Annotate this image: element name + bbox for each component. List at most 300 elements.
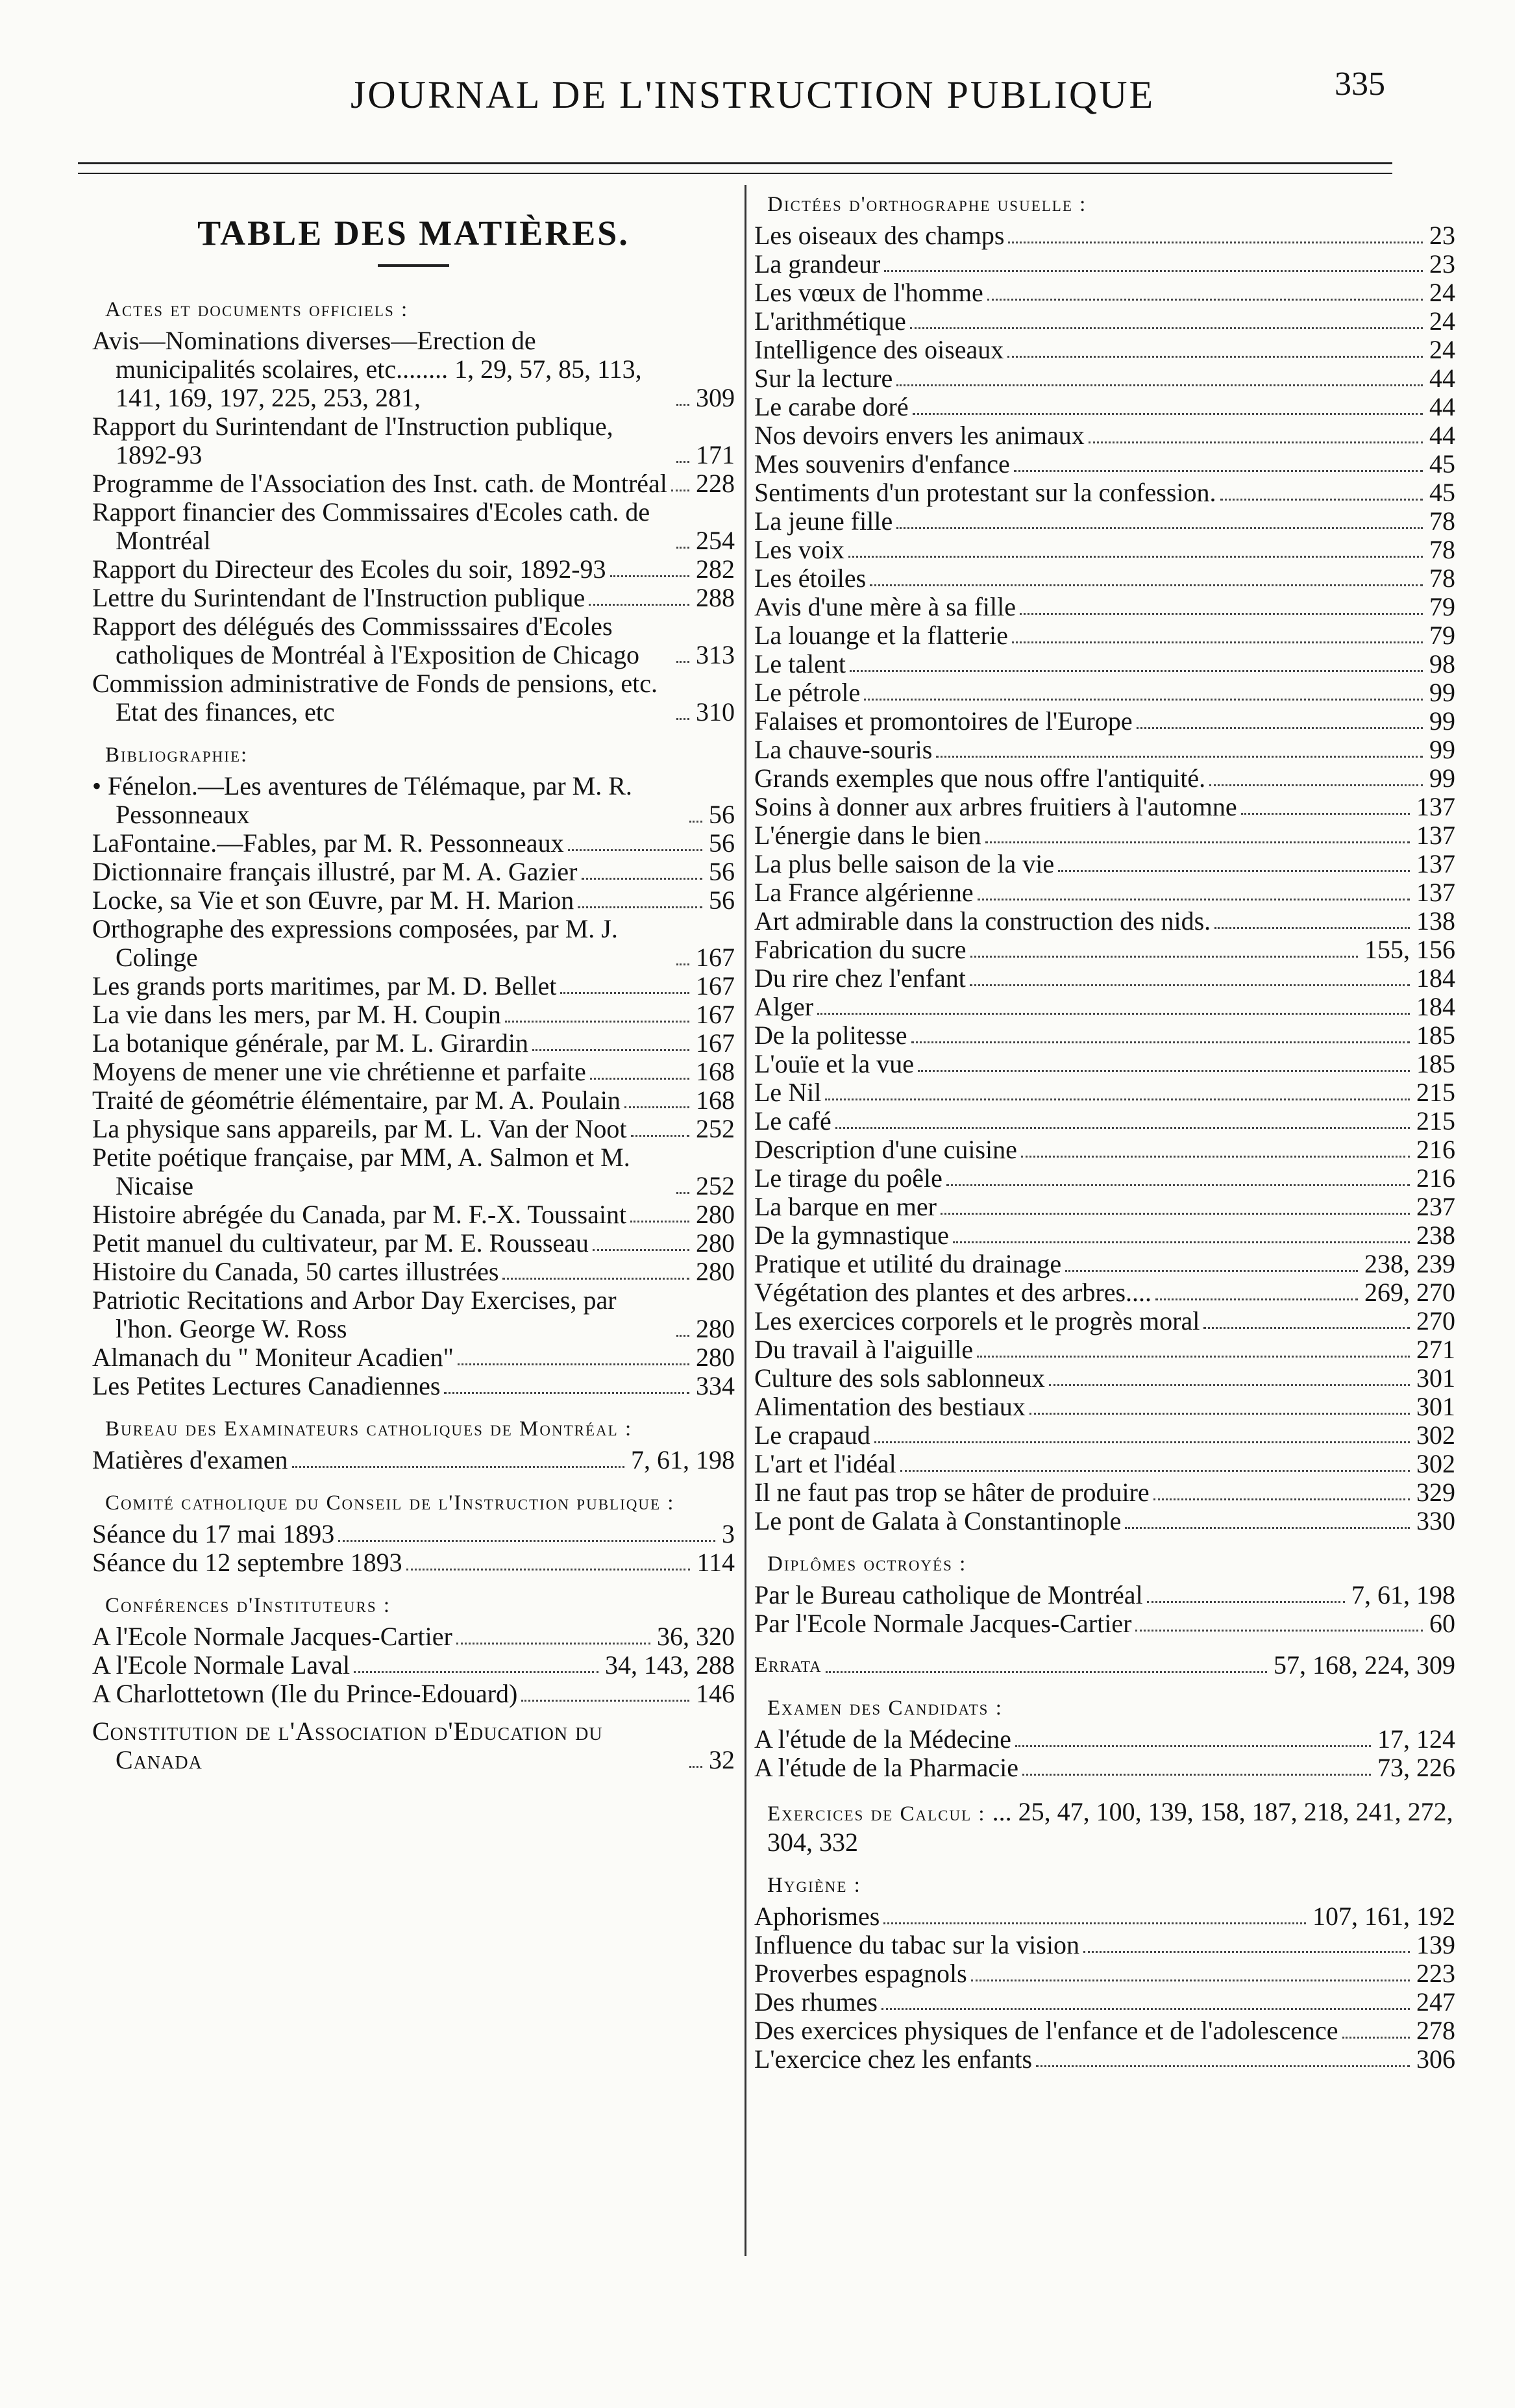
entry-page: 36, 320 — [657, 1622, 735, 1651]
toc-entry — [754, 1931, 1455, 1959]
dot-leader — [1089, 441, 1423, 443]
entry-title: Moyens de mener une vie chrétienne et parfaite — [92, 1057, 586, 1086]
entry-title: Almanach du " Moniteur Acadien" — [92, 1343, 454, 1372]
entry-page: 79 — [1429, 621, 1455, 650]
entry-title: Soins à donner aux arbres fruitiers à l'automne — [754, 792, 1237, 821]
entry-page: 280 — [696, 1343, 735, 1372]
toc-entry — [754, 1902, 1455, 1931]
section-heading-actes: Actes et documents officiels : — [105, 298, 409, 321]
entry-title: La botanique générale, par M. L. Girardin — [92, 1028, 528, 1058]
dot-leader — [953, 1241, 1410, 1243]
toc-entry — [92, 886, 735, 915]
dot-leader — [593, 1249, 689, 1251]
section-conferences — [92, 1622, 735, 1708]
toc-entry — [754, 279, 1455, 307]
dot-leader — [864, 699, 1423, 701]
entry-page: 280 — [696, 1257, 735, 1286]
toc-entry — [754, 307, 1455, 336]
section-comite — [92, 1520, 735, 1577]
entry-title: Falaises et promontoires de l'Europe — [754, 706, 1133, 736]
dot-leader — [689, 1766, 702, 1768]
dot-leader — [338, 1540, 715, 1542]
dot-leader — [977, 1356, 1410, 1358]
entry-page: 56 — [709, 857, 735, 886]
dot-leader — [941, 1213, 1410, 1215]
toc-entry — [754, 1754, 1455, 1782]
toc-entry — [754, 1050, 1455, 1078]
entry-title: Séance du 17 mai 1893 — [92, 1519, 335, 1548]
toc-entry — [92, 1058, 735, 1086]
toc-entry — [92, 772, 735, 829]
toc-entry — [754, 678, 1455, 707]
entry-title: Le crapaud — [754, 1421, 870, 1450]
entry-title: Pratique et utilité du drainage — [754, 1249, 1062, 1278]
entry-title: Mes souvenirs d'enfance — [754, 449, 1010, 478]
dot-leader — [1209, 784, 1423, 786]
entry-page: 310 — [696, 697, 735, 726]
page-number: 335 — [1335, 66, 1385, 103]
entry-title: Art admirable dans la construction des nids. — [754, 906, 1211, 936]
dot-leader — [874, 1441, 1410, 1443]
dot-leader — [884, 270, 1423, 272]
dot-leader — [971, 1980, 1410, 1981]
dot-leader — [676, 404, 689, 406]
entry-page: 330 — [1416, 1506, 1455, 1535]
toc-entry — [754, 536, 1455, 564]
dot-leader — [911, 1041, 1410, 1043]
entry-page: 252 — [696, 1114, 735, 1143]
entry-title: Il ne faut pas trop se hâter de produire — [754, 1478, 1150, 1507]
dot-leader — [896, 384, 1423, 386]
section-heading-bibliographie: Bibliographie: — [105, 743, 249, 767]
title-rule — [378, 264, 449, 267]
toc-entry — [754, 221, 1455, 250]
dot-leader — [676, 1335, 689, 1337]
section-bureau — [92, 1446, 735, 1474]
dot-leader — [532, 1049, 689, 1051]
toc-entry — [754, 1988, 1455, 2017]
toc-entry — [754, 507, 1455, 536]
right-column — [754, 185, 1455, 2074]
entry-page: 3 — [722, 1519, 735, 1548]
entry-page: 114 — [696, 1548, 735, 1577]
dot-leader — [835, 1127, 1410, 1129]
entry-title: Du rire chez l'enfant — [754, 963, 966, 993]
toc-entry — [754, 707, 1455, 736]
dot-leader — [630, 1221, 689, 1223]
dot-leader — [985, 841, 1410, 843]
entry-page: 301 — [1416, 1392, 1455, 1421]
dot-leader — [589, 604, 689, 606]
toc-entry — [754, 850, 1455, 878]
entry-page: 167 — [696, 971, 735, 1000]
dot-leader — [1058, 870, 1410, 872]
section-examen — [754, 1725, 1455, 1782]
entry-title: Avis d'une mère à sa fille — [754, 592, 1016, 621]
toc-entry — [92, 584, 735, 612]
dot-leader — [292, 1466, 624, 1468]
dot-leader — [521, 1700, 689, 1702]
entry-title: Proverbes espagnols — [754, 1959, 967, 1988]
dot-leader — [850, 670, 1423, 672]
toc-entry — [754, 964, 1455, 993]
toc-entry — [754, 1164, 1455, 1193]
entry-page: 301 — [1416, 1363, 1455, 1393]
entry-page: 23 — [1429, 249, 1455, 279]
entry-title: Sentiments d'un protestant sur la confession. — [754, 478, 1216, 507]
entry-page: 60 — [1429, 1609, 1455, 1638]
entry-page: 167 — [696, 1028, 735, 1058]
toc-entry — [92, 1115, 735, 1143]
dot-leader — [883, 1922, 1306, 1924]
entry-page: 309 — [696, 383, 735, 412]
entry-page: 306 — [1416, 2044, 1455, 2074]
toc-entry — [754, 1250, 1455, 1278]
entry-page: 34, 143, 288 — [605, 1650, 735, 1680]
dot-leader — [676, 718, 689, 720]
toc-entry — [92, 612, 735, 669]
entry-title: Le Nil — [754, 1078, 822, 1107]
entry-title: De la gymnastique — [754, 1221, 949, 1250]
entry-title: Patriotic Recitations and Arbor Day Exercises, par l'hon. George W. Ross — [92, 1285, 617, 1343]
dot-leader — [1014, 470, 1423, 472]
entry-page: 167 — [696, 1000, 735, 1029]
dot-leader — [1203, 1327, 1410, 1329]
dot-leader — [676, 661, 689, 663]
dot-leader — [870, 584, 1423, 586]
entry-page: 99 — [1429, 735, 1455, 764]
entry-page: 98 — [1429, 649, 1455, 678]
toc-entry — [92, 1286, 735, 1343]
toc-entry — [754, 1364, 1455, 1393]
dot-leader — [354, 1671, 598, 1673]
entry-title: L'art et l'idéal — [754, 1449, 896, 1478]
dot-leader — [624, 1106, 689, 1108]
section-diplomes — [754, 1581, 1455, 1638]
entry-page: 237 — [1416, 1192, 1455, 1221]
entry-title: Des exercices physiques de l'enfance et de l'adolescence — [754, 2016, 1338, 2045]
entry-title: L'énergie dans le bien — [754, 821, 981, 850]
toc-entry — [92, 1446, 735, 1474]
entry-page: 44 — [1429, 364, 1455, 393]
dot-leader — [1020, 613, 1423, 615]
toc-entry — [754, 421, 1455, 450]
entry-page: 329 — [1416, 1478, 1455, 1507]
dot-leader — [1342, 2037, 1410, 2039]
toc-entry — [754, 593, 1455, 621]
section-heading-diplomes: Diplômes octroyés : — [767, 1552, 967, 1576]
dot-leader — [1015, 1745, 1371, 1747]
toc-entry — [754, 450, 1455, 478]
toc-entry — [754, 621, 1455, 650]
dot-leader — [826, 1671, 1267, 1673]
dot-leader — [671, 490, 689, 491]
entry-title: Végétation des plantes et des arbres.... — [754, 1278, 1152, 1307]
entry-page: 238, 239 — [1364, 1249, 1455, 1278]
section-heading-examen: Examen des Candidats : — [767, 1696, 1003, 1720]
entry-page: 238 — [1416, 1221, 1455, 1250]
toc-entry — [92, 1520, 735, 1548]
toc-entry — [92, 498, 735, 555]
entry-page: 23 — [1429, 221, 1455, 250]
entry-page: 167 — [696, 943, 735, 972]
toc-entry — [92, 1548, 735, 1577]
toc-entry — [754, 1107, 1455, 1136]
toc-entry — [754, 1478, 1455, 1507]
entry-page: 79 — [1429, 592, 1455, 621]
entry-page: 168 — [696, 1057, 735, 1086]
toc-entry — [754, 1450, 1455, 1478]
entry-title: Nos devoirs envers les animaux — [754, 421, 1085, 450]
dot-leader — [676, 547, 689, 549]
entry-title: Des rhumes — [754, 1987, 878, 2017]
toc-entry — [92, 1200, 735, 1229]
toc-entry — [754, 993, 1455, 1021]
dot-leader — [1135, 1630, 1423, 1632]
entry-page: 271 — [1416, 1335, 1455, 1364]
dot-leader — [1147, 1601, 1345, 1603]
entry-title: Intelligence des oiseaux — [754, 335, 1004, 364]
entry-page: 78 — [1429, 535, 1455, 564]
toc-entry — [754, 1307, 1455, 1335]
entry-page: 302 — [1416, 1449, 1455, 1478]
entry-title: Aphorismes — [754, 1902, 880, 1931]
toc-entry — [92, 327, 735, 412]
entry-page: 137 — [1416, 878, 1455, 907]
entry-title: La barque en mer — [754, 1192, 937, 1221]
dot-leader — [1022, 1774, 1371, 1776]
section-actes — [92, 327, 735, 726]
entry-title: Par l'Ecole Normale Jacques-Cartier — [754, 1609, 1132, 1638]
toc-entry — [92, 1000, 735, 1029]
dot-leader — [456, 1643, 650, 1645]
entry-title: Du travail à l'aiguille — [754, 1335, 974, 1364]
entry-page: 215 — [1416, 1078, 1455, 1107]
entry-page: 78 — [1429, 564, 1455, 593]
dot-leader — [848, 556, 1423, 558]
dot-leader — [1155, 1298, 1358, 1300]
entry-title: Le carabe doré — [754, 392, 909, 421]
dot-leader — [1153, 1498, 1410, 1500]
toc-entry — [754, 1393, 1455, 1421]
toc-entry — [92, 1229, 735, 1258]
entry-page: 184 — [1416, 963, 1455, 993]
errata-label: Errata — [754, 1653, 822, 1677]
toc-entry — [754, 1335, 1455, 1364]
exercices-pages: ... 25, 47, 100, 139, 158, 187, 218, 241, 272, 304, 332 — [767, 1797, 1453, 1857]
toc-entry — [92, 1680, 735, 1708]
entry-title: Sur la lecture — [754, 364, 893, 393]
entry-title: L'exercice chez les enfants — [754, 2044, 1033, 2074]
entry-page: 280 — [696, 1228, 735, 1258]
entry-page: 99 — [1429, 763, 1455, 793]
toc-entry — [754, 478, 1455, 507]
dot-leader — [896, 527, 1423, 529]
entry-title: De la politesse — [754, 1021, 907, 1050]
toc-entry — [92, 1258, 735, 1286]
dot-leader — [676, 461, 689, 463]
toc-entry — [92, 469, 735, 498]
entry-page: 247 — [1416, 1987, 1455, 2017]
entry-title: Les grands ports maritimes, par M. D. Bellet — [92, 971, 557, 1000]
entry-page: 45 — [1429, 449, 1455, 478]
entry-title: Petite poétique française, par MM, A. Salmon et M. Nicaise — [92, 1143, 630, 1200]
entry-title: La vie dans les mers, par M. H. Coupin — [92, 1000, 501, 1029]
header-rule-bottom — [78, 173, 1392, 174]
entry-page: 56 — [709, 886, 735, 915]
entry-exercices — [767, 1798, 1455, 1857]
entry-title: • Fénelon.—Les aventures de Télémaque, par M. R. Pessonneaux — [92, 771, 632, 829]
dot-leader — [918, 1070, 1410, 1072]
toc-title: TABLE DES MATIÈRES. — [197, 214, 630, 253]
entry-title: A l'étude de la Médecine — [754, 1724, 1011, 1754]
entry-title: Histoire abrégée du Canada, par M. F.-X. Toussaint — [92, 1200, 627, 1229]
entry-title: La louange et la flatterie — [754, 621, 1008, 650]
entry-page: 216 — [1416, 1135, 1455, 1164]
entry-page: 44 — [1429, 392, 1455, 421]
left-column — [92, 185, 735, 1774]
toc-entry — [754, 1136, 1455, 1164]
toc-entry — [92, 1143, 735, 1200]
section-dictees — [754, 221, 1455, 1535]
entry-title: Rapport du Directeur des Ecoles du soir, 1892-93 — [92, 554, 606, 584]
toc-entry — [754, 1221, 1455, 1250]
entry-title: Les étoiles — [754, 564, 867, 593]
section-heading-bureau: Bureau des Examinateurs catholiques de Montréal : — [105, 1417, 633, 1441]
entry-page: 302 — [1416, 1421, 1455, 1450]
entry-title: Par le Bureau catholique de Montréal — [754, 1580, 1143, 1609]
entry-title: Le pétrole — [754, 678, 861, 707]
toc-entry — [754, 564, 1455, 593]
toc-entry — [754, 764, 1455, 793]
entry-page: 107, 161, 192 — [1312, 1902, 1455, 1931]
toc-entry — [92, 915, 735, 972]
entry-title: A l'Ecole Normale Jacques-Cartier — [92, 1622, 452, 1651]
entry-page: 17, 124 — [1377, 1724, 1455, 1754]
toc-entry — [754, 821, 1455, 850]
entry-title: A Charlottetown (Ile du Prince-Edouard) — [92, 1679, 518, 1708]
dot-leader — [631, 1135, 689, 1137]
dot-leader — [936, 756, 1423, 758]
entry-title: L'ouïe et la vue — [754, 1049, 914, 1078]
dot-leader — [900, 1470, 1410, 1472]
entry-page: 24 — [1429, 278, 1455, 307]
toc-entry — [754, 736, 1455, 764]
dot-leader — [825, 1098, 1410, 1100]
entry-title: Alimentation des bestiaux — [754, 1392, 1026, 1421]
entry-title: Le talent — [754, 649, 846, 678]
dot-leader — [676, 1192, 689, 1194]
entry-page: 56 — [709, 800, 735, 829]
entry-page: 270 — [1416, 1306, 1455, 1335]
entry-page: 278 — [1416, 2016, 1455, 2045]
entry-title: Matières d'examen — [92, 1445, 288, 1474]
entry-constitution — [92, 1717, 735, 1774]
toc-entry — [92, 1622, 735, 1651]
toc-entry — [92, 412, 735, 469]
dot-leader — [1137, 727, 1423, 729]
toc-entry — [92, 972, 735, 1000]
entry-page: 146 — [696, 1679, 735, 1708]
dot-leader — [560, 992, 689, 994]
entry-page: 184 — [1416, 992, 1455, 1021]
toc-entry — [754, 1193, 1455, 1221]
dot-leader — [978, 899, 1410, 900]
dot-leader — [1241, 813, 1410, 815]
entry-page: 99 — [1429, 678, 1455, 707]
entry-page: 215 — [1416, 1106, 1455, 1136]
entry-title: Description d'une cuisine — [754, 1135, 1017, 1164]
entry-page: 269, 270 — [1364, 1278, 1455, 1307]
entry-page: 155, 156 — [1364, 935, 1455, 964]
dot-leader — [502, 1278, 689, 1280]
entry-title: Histoire du Canada, 50 cartes illustrées — [92, 1257, 499, 1286]
toc-entry — [754, 878, 1455, 907]
entry-title: La physique sans appareils, par M. L. Van der Noot — [92, 1114, 627, 1143]
dot-leader — [1214, 927, 1410, 929]
entry-title: Séance du 12 septembre 1893 — [92, 1548, 402, 1577]
entry-title: Alger — [754, 992, 814, 1021]
dot-leader — [1008, 242, 1423, 243]
entry-title: LaFontaine.—Fables, par M. R. Pessonneaux — [92, 828, 564, 858]
entry-title: Les vœux de l'homme — [754, 278, 983, 307]
toc-entry — [754, 1581, 1455, 1609]
dot-leader — [1125, 1527, 1410, 1529]
entry-page: 280 — [696, 1314, 735, 1343]
entry-page: 24 — [1429, 335, 1455, 364]
toc-entry — [92, 1372, 735, 1400]
entry-page: 44 — [1429, 421, 1455, 450]
header-rule-top — [78, 162, 1392, 164]
entry-title: Petit manuel du cultivateur, par M. E. Rousseau — [92, 1228, 589, 1258]
toc-entry — [754, 364, 1455, 393]
toc-entry — [754, 250, 1455, 279]
entry-page: 282 — [696, 554, 735, 584]
toc-entry — [754, 393, 1455, 421]
entry-errata — [754, 1651, 1455, 1680]
entry-title: Locke, sa Vie et son Œuvre, par M. H. Marion — [92, 886, 574, 915]
dot-leader — [505, 1021, 689, 1023]
toc-entry — [754, 936, 1455, 964]
section-heading-conferences: Conférences d'Instituteurs : — [105, 1594, 391, 1617]
entry-page: 137 — [1416, 792, 1455, 821]
entry-title: Les Petites Lectures Canadiennes — [92, 1371, 441, 1400]
dot-leader — [970, 984, 1410, 986]
entry-title: Les voix — [754, 535, 844, 564]
toc-entry — [754, 336, 1455, 364]
entry-title: Le café — [754, 1106, 831, 1136]
dot-leader — [1065, 1270, 1358, 1272]
entry-title: La France algérienne — [754, 878, 974, 907]
dot-leader — [817, 1013, 1410, 1015]
entry-title: Avis—Nominations diverses—Erection de municipalités scolaires, etc........ 1, 29, 57, 85, 113, 141, 169, 197, 225, 253, 281, — [92, 326, 642, 412]
dot-leader — [689, 821, 702, 823]
entry-title: La jeune fille — [754, 506, 893, 536]
dot-leader — [1021, 1156, 1410, 1158]
entry-page: 223 — [1416, 1959, 1455, 1988]
entry-title: Les exercices corporels et le progrès moral — [754, 1306, 1200, 1335]
entry-title: Influence du tabac sur la vision — [754, 1930, 1079, 1959]
dot-leader — [881, 2008, 1410, 2010]
constitution-page: 32 — [709, 1745, 735, 1774]
entry-title: Grands exemples que nous offre l'antiquité. — [754, 763, 1206, 793]
entry-page: 139 — [1416, 1930, 1455, 1959]
entry-page: 24 — [1429, 306, 1455, 336]
toc-entry — [754, 1421, 1455, 1450]
entry-page: 99 — [1429, 706, 1455, 736]
entry-page: 334 — [696, 1371, 735, 1400]
dot-leader — [676, 963, 689, 965]
